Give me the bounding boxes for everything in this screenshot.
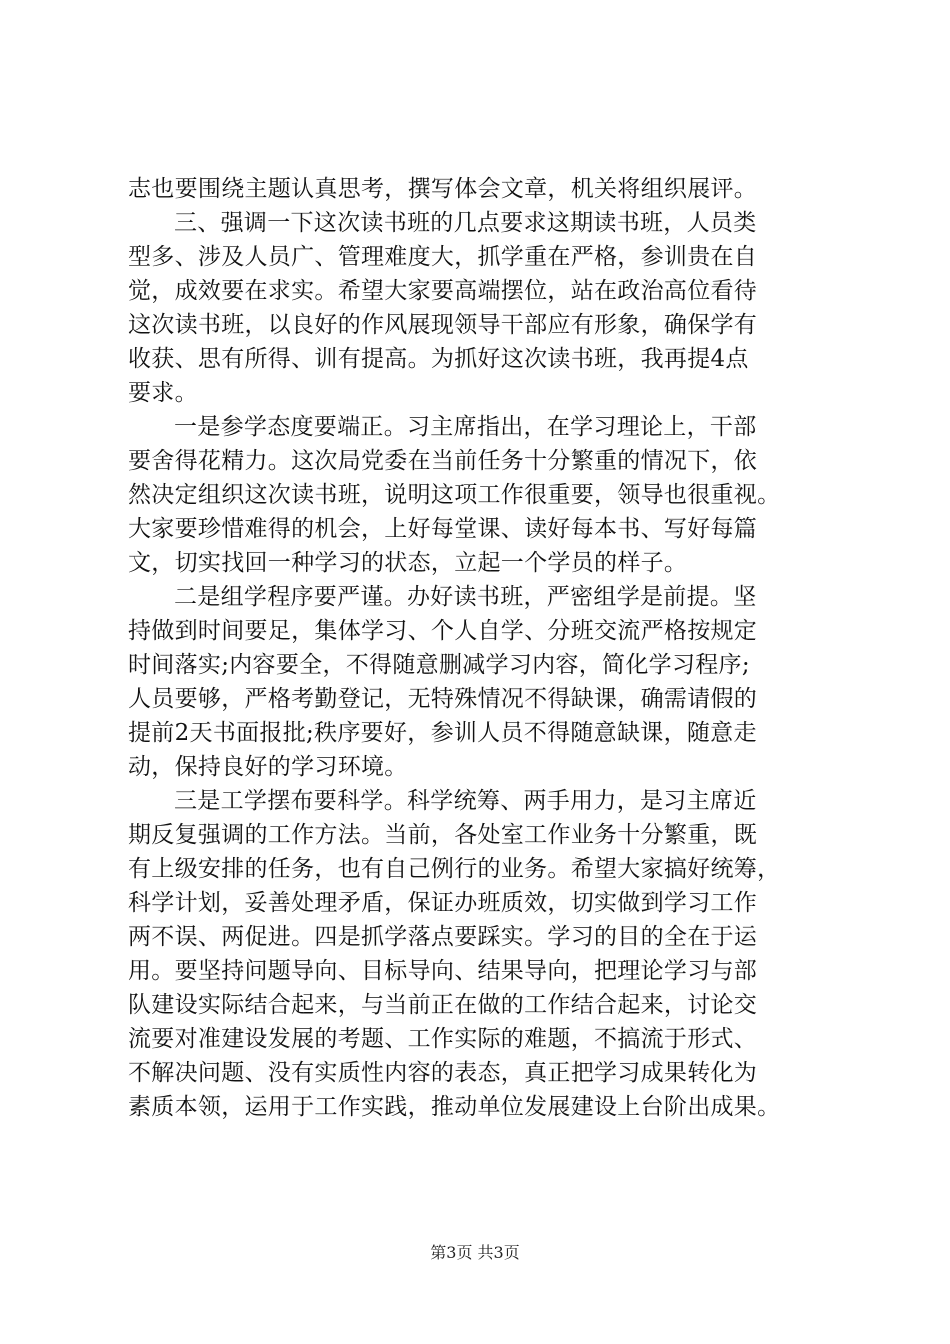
text-line: 不解决问题、没有实质性内容的表态，真正把学习成果转化为 [128, 1060, 758, 1086]
text-line: 然决定组织这次读书班，说明这项工作很重要，领导也很重视。 [128, 482, 781, 508]
text-line: 时间落实;内容要全，不得随意删减学习内容，简化学习程序; [128, 652, 750, 678]
page-footer: 第3页 共3页 [430, 1243, 520, 1262]
text-line: 期反复强调的工作方法。当前，各处室工作业务十分繁重，既 [128, 822, 758, 848]
text-line: 两不误、两促进。四是抓学落点要踩实。学习的目的全在于运 [128, 924, 758, 950]
text-line: 素质本领，运用于工作实践，推动单位发展建设上台阶出成果。 [128, 1094, 781, 1120]
document-body [128, 172, 848, 1124]
text-line: 大家要珍惜难得的机会，上好每堂课、读好每本书、写好每篇 [128, 516, 758, 542]
text-line: 一是参学态度要端正。习主席指出，在学习理论上，干部 [174, 414, 757, 440]
text-line: 有上级安排的任务，也有自己例行的业务。希望大家搞好统筹， [128, 856, 781, 882]
text-line: 人员要够，严格考勤登记，无特殊情况不得缺课，确需请假的 [128, 686, 758, 712]
text-line: 要求。 [128, 380, 198, 406]
text-line: 文，切实找回一种学习的状态，立起一个学员的样子。 [128, 550, 688, 576]
text-line: 三是工学摆布要科学。科学统筹、两手用力，是习主席近 [174, 788, 757, 814]
text-line: 提前2天书面报批;秩序要好，参训人员不得随意缺课，随意走 [128, 720, 757, 746]
text-line: 科学计划，妥善处理矛盾，保证办班质效，切实做到学习工作 [128, 890, 758, 916]
text-line: 队建设实际结合起来，与当前正在做的工作结合起来，讨论交 [128, 992, 758, 1018]
text-line: 用。要坚持问题导向、目标导向、结果导向，把理论学习与部 [128, 958, 758, 984]
text-line: 动，保持良好的学习环境。 [128, 754, 408, 780]
text-line: 志也要围绕主题认真思考，撰写体会文章，机关将组织展评。 [128, 176, 758, 202]
text-line: 收获、思有所得、训有提高。为抓好这次读书班，我再提4点 [128, 346, 749, 372]
text-line: 觉，成效要在求实。希望大家要高端摆位，站在政治高位看待 [128, 278, 758, 304]
text-line: 这次读书班，以良好的作风展现领导干部应有形象，确保学有 [128, 312, 758, 338]
text-line: 三、强调一下这次读书班的几点要求这期读书班，人员类 [174, 210, 757, 236]
text-line: 二是组学程序要严谨。办好读书班，严密组学是前提。坚 [174, 584, 757, 610]
text-line: 流要对准建设发展的考题、工作实际的难题，不搞流于形式、 [128, 1026, 758, 1052]
text-line: 持做到时间要足，集体学习、个人自学、分班交流严格按规定 [128, 618, 758, 644]
text-line: 要舍得花精力。这次局党委在当前任务十分繁重的情况下，依 [128, 448, 758, 474]
text-line: 型多、涉及人员广、管理难度大，抓学重在严格，参训贵在自 [128, 244, 758, 270]
